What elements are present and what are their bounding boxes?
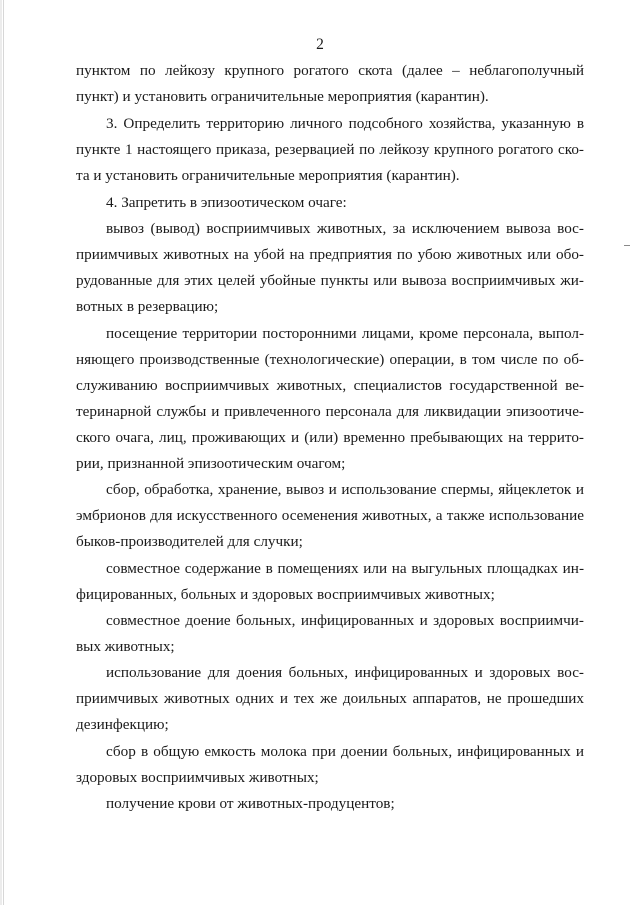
- text-line-9: рудованные для этих целей убойные пункты или вывоза восприимчивых жи-: [76, 272, 584, 289]
- text-line-21: фицированных, больных и здоровых восприимчивых животных;: [76, 586, 495, 603]
- text-line-16: рии, признанной эпизоотическим очагом;: [76, 455, 346, 472]
- scan-edge-shadow: [0, 0, 2, 905]
- text-line-26: дезинфекцию;: [76, 716, 169, 733]
- margin-mark: [624, 245, 630, 246]
- text-line-22: совместное доение больных, инфицированных и здоровых восприимчи-: [106, 612, 584, 629]
- text-line-11: посещение территории посторонними лицами, кроме персонала, выпол-: [106, 325, 584, 342]
- text-line-15: ского очага, лиц, проживающих и (или) временно пребывающих на террито-: [76, 429, 584, 446]
- page-number: 2: [316, 36, 324, 53]
- text-line-14: теринарной службы и привлеченного персонала для ликвидации эпизоотиче-: [76, 403, 584, 420]
- text-line-25: приимчивых животных одних и тех же доильных аппаратов, не прошедших: [76, 690, 584, 707]
- text-line-2: пункт) и установить ограничительные мероприятия (карантин).: [76, 88, 489, 105]
- text-line-24: использование для доения больных, инфицированных и здоровых вос-: [106, 664, 584, 681]
- text-line-4: пункте 1 настоящего приказа, резервацией по лейкозу крупного рогатого ско-: [76, 141, 584, 158]
- text-line-3: 3. Определить территорию личного подсобного хозяйства, указанную в: [106, 115, 584, 132]
- scan-edge-line: [3, 0, 4, 905]
- text-line-18: эмбрионов для искусственного осеменения животных, а также использование: [76, 507, 584, 524]
- text-line-1: пунктом по лейкозу крупного рогатого скота (далее – неблагополучный: [76, 62, 584, 79]
- text-line-6: 4. Запретить в эпизоотическом очаге:: [106, 194, 347, 211]
- text-line-7: вывоз (вывод) восприимчивых животных, за исключением вывоза вос-: [106, 220, 584, 237]
- text-line-20: совместное содержание в помещениях или на выгульных площадках ин-: [106, 560, 584, 577]
- text-line-27: сбор в общую емкость молока при доении больных, инфицированных и: [106, 743, 584, 760]
- text-line-23: вых животных;: [76, 638, 175, 655]
- text-line-8: приимчивых животных на убой на предприятия по убою животных или обо-: [76, 246, 584, 263]
- text-line-12: няющего производственные (технологические) операции, в том числе по об-: [76, 351, 584, 368]
- text-line-10: вотных в резервацию;: [76, 298, 219, 315]
- text-line-28: здоровых восприимчивых животных;: [76, 769, 319, 786]
- text-line-13: служиванию восприимчивых животных, специалистов государственной ве-: [76, 377, 584, 394]
- text-line-5: та и установить ограничительные мероприятия (карантин).: [76, 167, 460, 184]
- text-line-17: сбор, обработка, хранение, вывоз и использование спермы, яйцеклеток и: [106, 481, 584, 498]
- text-line-29: получение крови от животных-продуцентов;: [106, 795, 395, 812]
- text-line-19: быков-производителей для случки;: [76, 533, 303, 550]
